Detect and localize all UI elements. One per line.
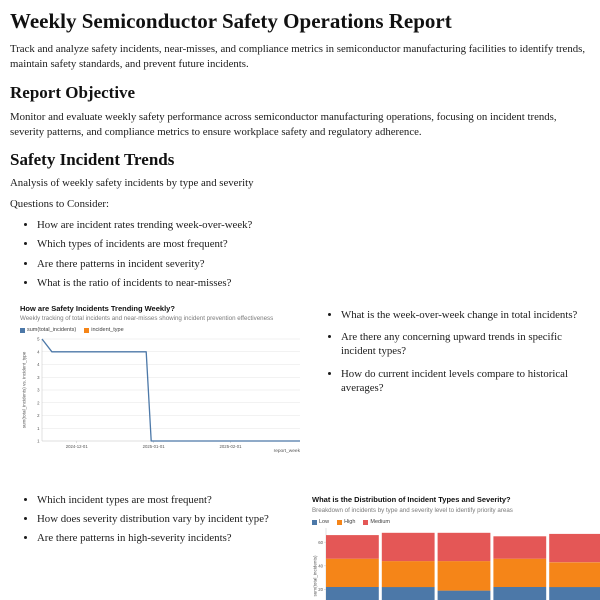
severity-questions-list	[10, 493, 306, 550]
objective-heading: Report Objective	[10, 82, 136, 102]
legend-label: Medium	[370, 519, 390, 526]
svg-text:1: 1	[37, 426, 40, 432]
trends-heading: Safety Incident Trends	[10, 149, 175, 169]
report-intro: Track and analyze safety incidents, near-misses, and compliance metrics in semiconductor manufacturing facilities to identify trends, maintain safety standards, and prevent future incidents.	[10, 43, 586, 71]
svg-text:2: 2	[37, 400, 40, 406]
trend-chart-title: How are Safety Incidents Trending Weekly?	[20, 303, 175, 313]
svg-text:5: 5	[37, 336, 40, 342]
trend-line-chart	[20, 336, 304, 454]
legend-label: High	[344, 519, 356, 526]
legend-label: incident_type	[91, 327, 124, 334]
list-item: • Are there any concerning upward trends in specific incident types?	[341, 330, 590, 358]
trend-chart-legend	[20, 327, 310, 333]
svg-text:60: 60	[318, 540, 323, 546]
svg-text:2025-02-01: 2025-02-01	[219, 444, 242, 450]
svg-text:3: 3	[37, 387, 40, 393]
trend-chart-subtitle: Weekly tracking of total incidents and near-misses showing incident prevention effectiveness	[20, 314, 274, 322]
questions-list	[10, 218, 590, 289]
objective-body: Monitor and evaluate weekly safety performance across semiconductor manufacturing operations, focusing on incident trends, severity patterns, and compliance metrics to ensure workplace safety and regulatory adherence.	[10, 110, 557, 138]
svg-text:20: 20	[318, 587, 323, 593]
severity-chart-subtitle: Breakdown of incidents by type and severity level to identify priority areas	[312, 506, 513, 514]
legend-item	[337, 519, 355, 525]
legend-swatch-icon	[312, 520, 317, 525]
svg-text:4: 4	[37, 362, 40, 368]
legend-label: Low	[319, 519, 330, 526]
questions-label: Questions to Consider:	[10, 198, 109, 211]
severity-chart-title: What is the Distribution of Incident Types and Severity?	[312, 495, 511, 505]
legend-swatch-icon	[84, 328, 89, 333]
svg-text:2: 2	[37, 413, 40, 419]
legend-item	[20, 327, 76, 333]
list-item: • How do current incident levels compare to historical averages?	[341, 367, 590, 395]
legend-swatch-icon	[337, 520, 342, 525]
legend-item	[312, 519, 329, 525]
legend-item	[84, 327, 123, 333]
page-title: Weekly Semiconductor Safety Operations Report	[10, 9, 452, 33]
severity-chart-card	[312, 495, 600, 600]
svg-text:sum(total_incidents): sum(total_incidents)	[312, 555, 318, 597]
legend-label: sum(total_incidents)	[27, 327, 77, 334]
legend-swatch-icon	[20, 328, 25, 333]
trend-questions-list	[314, 308, 590, 404]
legend-item	[363, 519, 390, 525]
trend-chart-card	[10, 304, 310, 460]
severity-row	[10, 489, 590, 600]
list-item: • How does severity distribution vary by incident type?	[37, 512, 306, 526]
svg-text:1: 1	[37, 438, 40, 444]
list-item: • How are incident rates trending week-over-week?	[37, 218, 590, 232]
svg-text:4: 4	[37, 349, 40, 355]
list-item: • Are there patterns in incident severity?	[37, 257, 590, 271]
svg-text:3: 3	[37, 375, 40, 381]
list-item: • What is the ratio of incidents to near-misses?	[37, 276, 590, 290]
legend-swatch-icon	[363, 520, 368, 525]
svg-text:2024-12-01: 2024-12-01	[65, 444, 88, 450]
list-item: • Are there patterns in high-severity incidents?	[37, 531, 306, 545]
svg-text:40: 40	[318, 563, 323, 569]
svg-text:report_week: report_week	[273, 449, 300, 455]
trends-description: Analysis of weekly safety incidents by type and severity	[10, 177, 254, 190]
list-item: • What is the week-over-week change in total incidents?	[341, 308, 590, 322]
list-item: • Which incident types are most frequent?	[37, 493, 306, 507]
severity-chart-legend	[312, 519, 600, 525]
list-item: • Which types of incidents are most frequent?	[37, 237, 590, 251]
svg-text:2025-01-01: 2025-01-01	[142, 444, 165, 450]
trend-row	[10, 304, 590, 460]
svg-text:sum(total_incidents) vs. incid: sum(total_incidents) vs. incident_type	[21, 352, 27, 429]
severity-stacked-bar-chart	[312, 528, 600, 600]
